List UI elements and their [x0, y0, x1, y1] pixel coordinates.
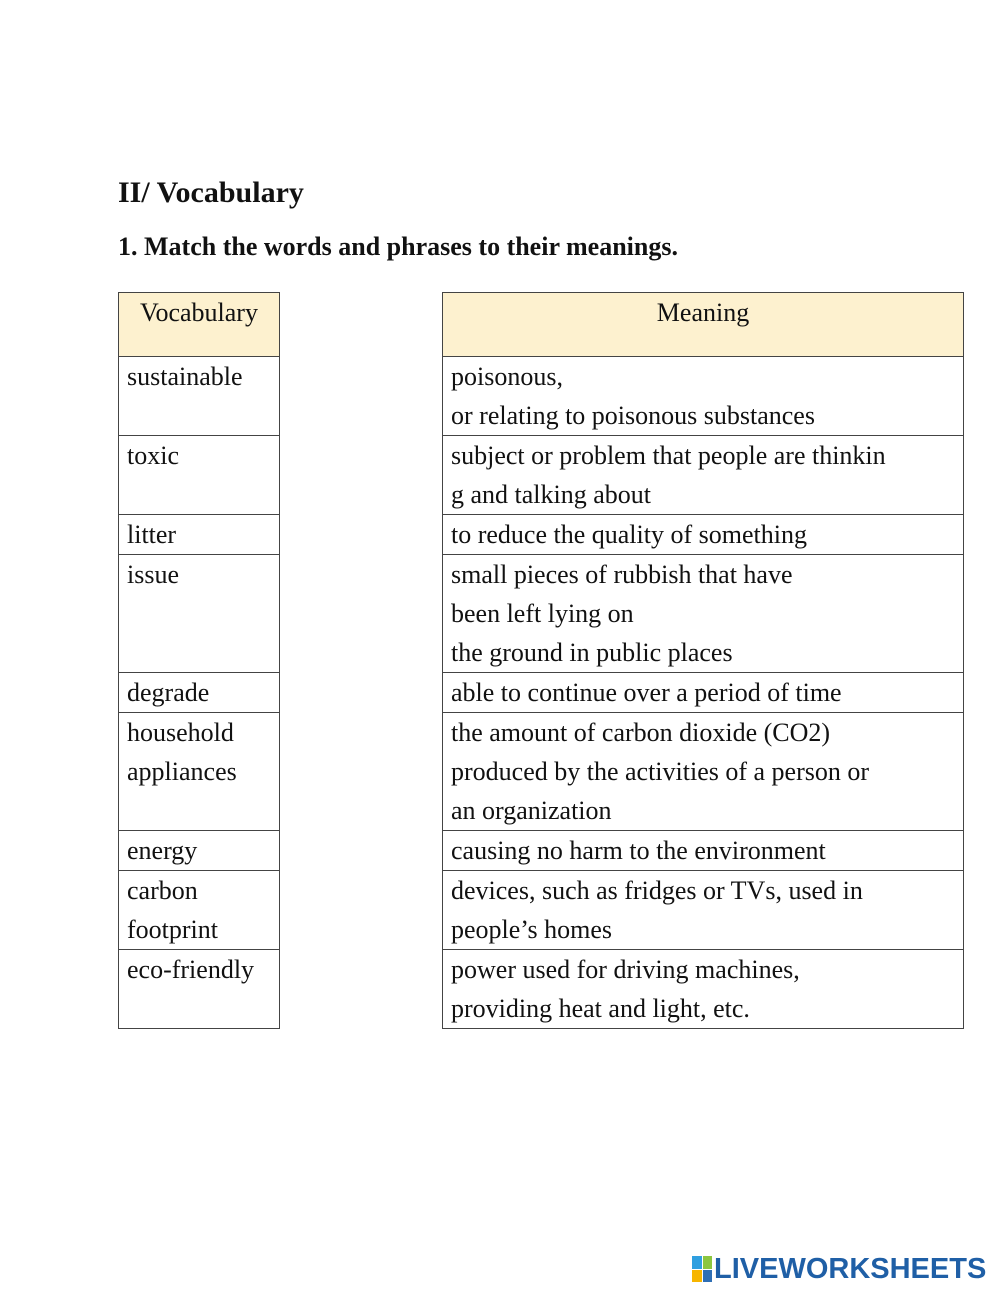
- meaning-table: [442, 292, 964, 1029]
- meaning-text: poisonous,: [451, 362, 563, 391]
- vocab-word: footprint: [127, 915, 218, 944]
- meaning-cell[interactable]: [443, 436, 964, 515]
- meaning-text: subject or problem that people are thinkin: [451, 441, 886, 470]
- vocab-cell: [119, 357, 280, 436]
- meaning-cell[interactable]: [443, 950, 964, 1029]
- vocab-word: appliances: [127, 757, 237, 786]
- meaning-text: small pieces of rubbish that have: [451, 560, 793, 589]
- meaning-cell[interactable]: [443, 515, 964, 555]
- vocab-word: energy: [127, 836, 198, 865]
- logo-square: [692, 1270, 702, 1283]
- vocab-word: issue: [127, 560, 179, 589]
- vocab-cell: [119, 555, 280, 673]
- meaning-cell[interactable]: [443, 713, 964, 831]
- vocab-word: litter: [127, 520, 177, 549]
- exercise-instruction: 1. Match the words and phrases to their meanings.: [118, 232, 678, 261]
- meaning-text: people’s homes: [451, 915, 613, 944]
- meaning-text: the ground in public places: [451, 638, 733, 667]
- vocab-word: toxic: [127, 441, 179, 470]
- vocab-cell: [119, 515, 280, 555]
- logo-square: [692, 1256, 702, 1269]
- section-title: II/ Vocabulary: [118, 176, 304, 209]
- meaning-header: Meaning: [443, 293, 964, 357]
- vocabulary-header: Vocabulary: [119, 293, 280, 357]
- meaning-text: to reduce the quality of something: [451, 520, 807, 549]
- vocab-cell: [119, 673, 280, 713]
- meaning-text: power used for driving machines,: [451, 955, 800, 984]
- meaning-text: or relating to poisonous substances: [451, 401, 815, 430]
- vocab-word: household: [127, 718, 234, 747]
- vocab-word: sustainable: [127, 362, 243, 391]
- vocab-word: degrade: [127, 678, 210, 707]
- meaning-cell[interactable]: [443, 673, 964, 713]
- logo-text: LIVEWORKSHEETS: [714, 1253, 987, 1285]
- meaning-text: an organization: [451, 796, 612, 825]
- vocabulary-table: [118, 292, 280, 1029]
- meaning-text: providing heat and light, etc.: [451, 994, 750, 1023]
- vocab-cell: [119, 436, 280, 515]
- vocab-cell: [119, 713, 280, 831]
- vocab-word: eco-friendly: [127, 955, 255, 984]
- logo-mark-icon: [692, 1256, 712, 1282]
- meaning-text: devices, such as fridges or TVs, used in: [451, 876, 863, 905]
- vocab-word: carbon: [127, 876, 198, 905]
- meaning-text: able to continue over a period of time: [451, 678, 842, 707]
- meaning-text: been left lying on: [451, 599, 634, 628]
- logo-square: [703, 1256, 713, 1269]
- meaning-text: causing no harm to the environment: [451, 836, 826, 865]
- meaning-cell[interactable]: [443, 555, 964, 673]
- meaning-cell[interactable]: [443, 357, 964, 436]
- vocab-cell: [119, 950, 280, 1029]
- meaning-text: g and talking about: [451, 480, 652, 509]
- vocab-cell: [119, 831, 280, 871]
- liveworksheets-logo: [692, 1254, 986, 1284]
- vocab-cell: [119, 871, 280, 950]
- logo-square: [703, 1270, 713, 1283]
- meaning-cell[interactable]: [443, 831, 964, 871]
- meaning-cell[interactable]: [443, 871, 964, 950]
- meaning-text: produced by the activities of a person or: [451, 757, 870, 786]
- meaning-text: the amount of carbon dioxide (CO2): [451, 718, 831, 747]
